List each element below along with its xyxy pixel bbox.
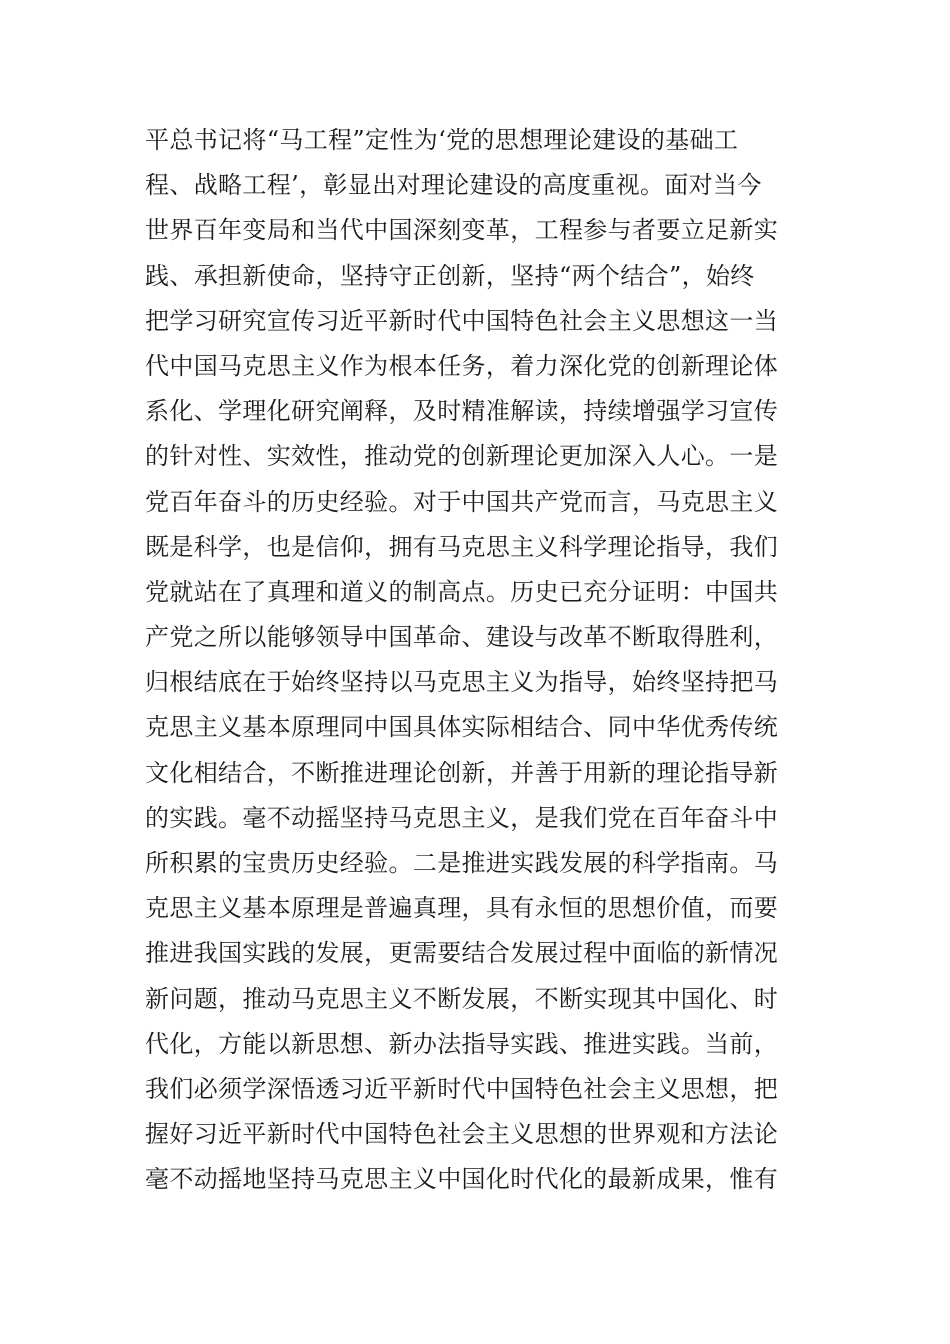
text-line: 党就站在了真理和道义的制高点。历史已充分证明：中国共: [145, 577, 779, 606]
text-line: 毫不动摇地坚持马克思主义中国化时代化的最新成果，惟有: [145, 1165, 779, 1194]
text-line: 程、战略工程’，彰显出对理论建设的高度重视。面对当今: [145, 171, 762, 200]
text-line: 新问题，推动马克思主义不断发展，不断实现其中国化、时: [145, 984, 779, 1013]
text-line: 克思主义基本原理是普遍真理，具有永恒的思想价值，而要: [145, 894, 779, 923]
text-line: 平总书记将“马工程”定性为‘党的思想理论建设的基础工: [145, 126, 739, 154]
text-line: 既是科学，也是信仰，拥有马克思主义科学理论指导，我们: [145, 532, 779, 561]
text-line: 党百年奋斗的历史经验。对于中国共产党而言，马克思主义: [145, 487, 779, 516]
text-line: 系化、学理化研究阐释，及时精准解读，持续增强学习宣传: [145, 397, 779, 426]
text-line: 我们必须学深悟透习近平新时代中国特色社会主义思想，把: [145, 1074, 779, 1103]
text-line: 践、承担新使命，坚持守正创新，坚持“两个结合”，始终: [145, 261, 755, 290]
text-line: 推进我国实践的发展，更需要结合发展过程中面临的新情况: [145, 939, 779, 968]
text-line: 克思主义基本原理同中国具体实际相结合、同中华优秀传统: [145, 713, 779, 742]
text-line: 的实践。毫不动摇坚持马克思主义，是我们党在百年奋斗中: [145, 803, 779, 832]
text-line: 握好习近平新时代中国特色社会主义思想的世界观和方法论: [145, 1120, 779, 1149]
text-line: 产党之所以能够领导中国革命、建设与改革不断取得胜利，: [145, 623, 779, 652]
text-line: 文化相结合，不断推进理论创新，并善于用新的理论指导新: [145, 758, 779, 787]
text-line: 把学习研究宣传习近平新时代中国特色社会主义思想这一当: [145, 306, 779, 335]
text-line: 世界百年变局和当代中国深刻变革，工程参与者要立足新实: [145, 216, 779, 245]
text-line: 归根结底在于始终坚持以马克思主义为指导，始终坚持把马: [145, 668, 779, 697]
text-line: 代中国马克思主义作为根本任务，着力深化党的创新理论体: [145, 351, 779, 380]
text-line: 所积累的宝贵历史经验。二是推进实践发展的科学指南。马: [145, 849, 779, 877]
text-line: 代化，方能以新思想、新办法指导实践、推进实践。当前，: [145, 1029, 779, 1058]
body-text: [145, 118, 815, 1203]
text-line: 的针对性、实效性，推动党的创新理论更加深入人心。一是: [145, 442, 779, 471]
